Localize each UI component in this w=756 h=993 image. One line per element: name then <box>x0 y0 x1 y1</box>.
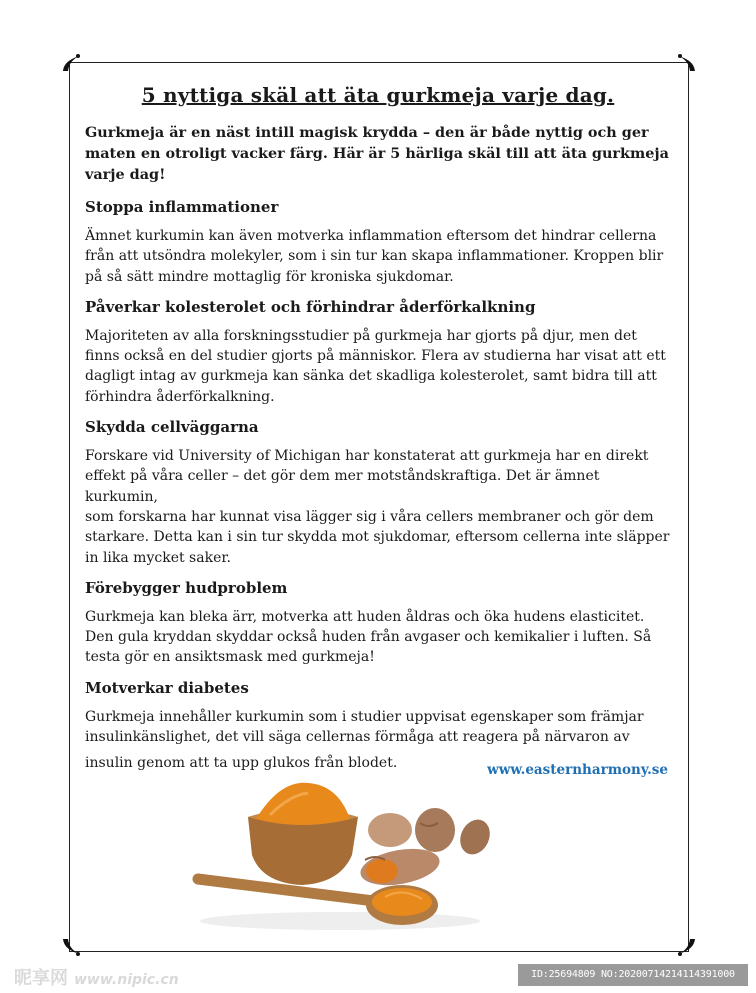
section-paragraph <box>85 446 675 568</box>
intro-paragraph <box>85 122 675 185</box>
section-paragraph <box>85 226 675 287</box>
paragraph-line: insulinkänslighet, det vill säga cellernas förmåga att reagera på närvaron av <box>85 729 630 746</box>
corner-ornament-icon <box>60 52 82 74</box>
paragraph-line: testa gör en ansiktsmask med gurkmeja! <box>85 649 375 666</box>
paragraph-line: Majoriteten av alla forskningsstudier på gurkmeja har gjorts på djur, men det <box>85 327 637 344</box>
paragraph-line: på så sätt mindre mottaglig för kroniska sjukdomar. <box>85 268 454 285</box>
turmeric-root-icon <box>358 808 496 891</box>
paragraph-line: från att utsöndra molekyler, som i sin tur kan skapa inflammationer. Kroppen blir <box>85 248 664 265</box>
paragraph-line: Ämnet kurkumin kan även motverka inflammation eftersom det hindrar cellerna <box>85 228 657 244</box>
paragraph-line: insulin genom att ta upp glukos från blodet. <box>85 755 398 772</box>
intro-line: maten en otroligt vacker färg. Här är 5 härliga skäl till att äta gurkmeja <box>85 145 669 162</box>
paragraph-line: starkare. Detta kan i sin tur skydda mot sjukdomar, eftersom cellerna inte släpper <box>85 529 670 546</box>
paragraph-line: in lika mycket saker. <box>85 549 231 566</box>
paragraph-line: dagligt intag av gurkmeja kan sänka det skadliga kolesterolet, samt bidra till att <box>85 368 657 385</box>
turmeric-illustration <box>190 775 500 935</box>
intro-line: Gurkmeja är en näst intill magisk krydda – den är både nyttig och ger <box>85 124 649 141</box>
watermark-id: ID:25694809 NO:20200714214114391000 <box>518 964 748 986</box>
section-heading: Skydda cellväggarna <box>85 418 259 437</box>
paragraph-line: som forskarna har kunnat visa lägger sig i våra cellers membraner och gör dem <box>85 508 654 525</box>
paragraph-line: Gurkmeja kan bleka ärr, motverka att huden åldras och öka hudens elasticitet. <box>85 608 645 625</box>
section-heading: Förebygger hudproblem <box>85 578 288 597</box>
section-heading: Motverkar diabetes <box>85 678 249 697</box>
section-heading: Påverkar kolesterolet och förhindrar åderförkalkning <box>85 297 536 316</box>
paragraph-line: förhindra åderförkalkning. <box>85 388 275 405</box>
section-paragraph <box>85 326 675 407</box>
paragraph-line: effekt på våra celler – det gör dem mer motståndskraftiga. Det är ämnet kurkumin, <box>85 468 600 505</box>
paragraph-line: Gurkmeja innehåller kurkumin som i studier uppvisat egenskaper som främjar <box>85 708 644 725</box>
section-heading: Stoppa inflammationer <box>85 198 279 216</box>
corner-ornament-icon <box>676 52 698 74</box>
intro-line: varje dag! <box>85 166 166 183</box>
watermark-site: www.nipic.cn <box>74 972 179 988</box>
corner-ornament-icon <box>60 936 82 958</box>
watermark-brand-text: 昵享网 <box>14 968 68 989</box>
paragraph-line: Den gula kryddan skyddar också huden från avgaser och kemikalier i luften. Så <box>85 629 652 646</box>
watermark-brand <box>14 964 179 990</box>
paragraph-line: Forskare vid University of Michigan har konstaterat att gurkmeja har en direkt <box>85 448 649 465</box>
section-paragraph <box>85 607 675 668</box>
bowl-icon <box>248 783 358 885</box>
corner-ornament-icon <box>676 936 698 958</box>
website-link[interactable]: www.easternharmony.se <box>487 762 668 778</box>
page-title: 5 nyttiga skäl att äta gurkmeja varje dag. <box>141 83 615 107</box>
article-body <box>85 122 675 784</box>
watermark-footer <box>0 958 756 993</box>
paragraph-line: finns också en del studier gjorts på människor. Flera av studierna har visat att ett <box>85 348 666 365</box>
